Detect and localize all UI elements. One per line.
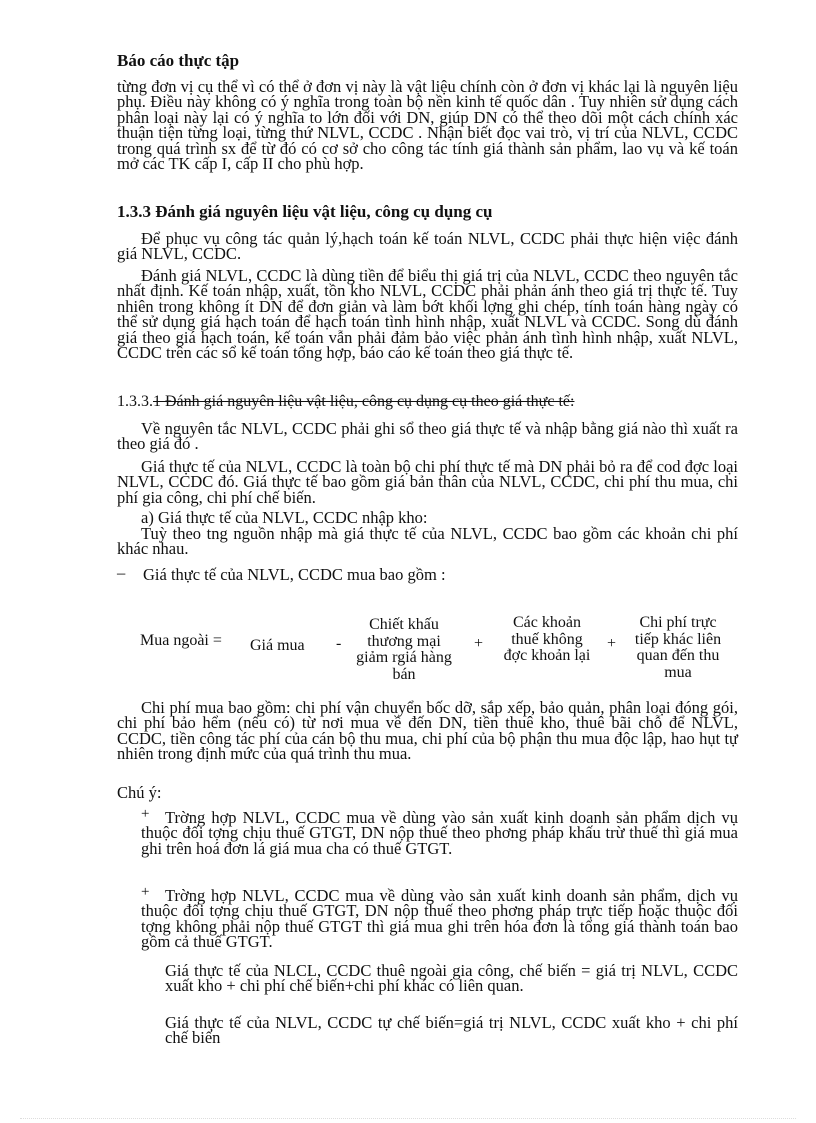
formula-term-direct-costs: Chi phí trực tiếp khác liên quan đến thu mua xyxy=(634,614,722,681)
dash-marker: – xyxy=(117,563,126,582)
note-item-2-text: Trờng hợp NLVL, CCDC mua về dùng vào sản xuất kinh doanh sản phẩm, dịch vụ thuộc đối tợng chịu thuế GTGT, DN nộp thuế theo phơng pháp trực tiếp hoặc thuộc đối tợng không phải nộp thuế GTGT thì giá mua ghi trên hóa đơn là tổng giá thành toán bao gồm cả thuế GTGT. xyxy=(141,886,738,952)
subsection-heading xyxy=(117,394,574,409)
page-bottom-border xyxy=(20,1118,796,1119)
section-heading: 1.3.3 Đánh giá nguyên liệu vật liệu, công cụ dụng cụ xyxy=(117,202,493,221)
note-item-2 xyxy=(141,884,738,952)
formula-operator-plus-1: + xyxy=(474,635,484,652)
processing-price-item: Giá thực tế của NLCL, CCDC thuê ngoài gia công, chế biến = giá trị NLVL, CCDC xuất kho + chi phí chế biến+chi phí khác có liên quan. xyxy=(165,961,738,996)
plus-marker: + xyxy=(141,884,150,900)
item-a: a) Giá thực tế của NLVL, CCDC nhập kho: xyxy=(141,508,428,527)
subsection-paragraph-2: Giá thực tế của NLVL, CCDC là toàn bộ chi phí thực tế mà DN phải bỏ ra để cod đợc loại NLVL, CCDC đó. Giá thực tế bao gồm giá bản thân của NLVL, CCDC, chi phí thu mua, chi phí gia công, chi phí chế biến. xyxy=(117,457,738,507)
purchase-cost-paragraph: Chi phí mua bao gồm: chi phí vận chuyển bốc dỡ, sắp xếp, bảo quản, phân loại đóng gói, chi phí bảo hểm (nếu có) từ nơi mua về đến DN, tiền thuê kho, thuê bãi chỗ để NLVL, CCDC, tiền công tác phí của cán bộ thu mua, chi phí của bộ phận thu mua độc lập, hao hụt tự nhiên trong định mức của quá trình thu mua. xyxy=(117,698,738,764)
subsection-paragraph-1: Về nguyên tắc NLVL, CCDC phải ghi sổ theo giá thực tế và nhập bằng giá nào thì xuất ra theo giá đó . xyxy=(117,419,738,454)
page-header: Báo cáo thực tập xyxy=(117,51,240,70)
dash-text: Giá thực tế của NLVL, CCDC mua bao gồm : xyxy=(143,565,446,584)
note-item-1 xyxy=(141,806,738,858)
intro-paragraph: từng đơn vị cụ thể vì có thể ở đơn vị này là vật liệu chính còn ở đơn vị khác lại là nguyên liệu phụ. Điều này không có ý nghĩa trong toàn bộ nền kinh tế quốc dân . Tuy nhiên sử dụng cách phân loại này lại có ý nghĩa to lớn đối với DN, giúp DN có thể theo dõi một cách chính xác thuận tiện từng loại, từng thứ NLVL, CCDC . Nhận biết đọc vai trò, vị trí của NLVL, CCDC trong quá trình sx để từ đó có cơ sở cho công tác tính giá thành sản phẩm, lao vụ và kế toán mở các TK cấp I, cấp II cho phù hợp. xyxy=(117,77,738,174)
formula-term-discount: Chiết khấu thương mại giảm rgiá hàng bán xyxy=(356,616,452,683)
section-paragraph-2: Đánh giá NLVL, CCDC là dùng tiền để biểu thị giá trị của NLVL, CCDC theo nguyên tắc nhất định. Kế toán nhập, xuất, tồn kho NLVL, CCDC phải phản ánh theo giá trị thực tế. Tuy nhiên trong không ít DN để đơn giản và làm bớt khối lợng ghi chép, tính toán hàng ngày có thể sử dụng giá hạch toán để hạch toán tình hình nhập, xuất NLVL và CCDC. Song dù đánh giá theo giá hạch toán, kế toán vẫn phải đảm bảo việc phản ánh tình hình nhập, xuất NLVL, CCDC trên các sổ kế toán tổng hợp, báo cáo kế toán theo giá thực tế. xyxy=(117,266,738,363)
subsection-number: 1.3.3. xyxy=(117,393,153,410)
formula-operator-plus-2: + xyxy=(607,635,617,652)
formula-lhs: Mua ngoài = xyxy=(140,632,222,649)
subsection-paragraph-3: Tuỳ theo tng nguồn nhập mà giá thực tế của NLVL, CCDC bao gồm các khoản chi phí khác nhau. xyxy=(117,524,738,559)
self-processing-price-item: Giá thực tế của NLVL, CCDC tự chế biến=giá trị NLVL, CCDC xuất kho + chi phí chế biến xyxy=(165,1013,738,1048)
formula-term-purchase-price: Giá mua xyxy=(250,637,305,654)
subsection-title: 1 Đánh giá nguyên liệu vật liệu, công cụ dụng cụ theo giá thực tế: xyxy=(153,393,575,410)
formula-operator-minus: - xyxy=(336,635,342,652)
formula-term-taxes: Các khoản thuế không đợc khoản lại xyxy=(503,614,591,664)
plus-marker: + xyxy=(141,806,150,822)
note-item-1-text: Trờng hợp NLVL, CCDC mua về dùng vào sản xuất kinh doanh sản phẩm dịch vụ thuộc đối tợng chịu thuế GTGT, DN nộp thuế theo phơng pháp khấu trừ thuế thì giá mua ghi trên hoá đơn lá giá mua cha có thuế GTGT. xyxy=(141,808,738,858)
section-paragraph-1: Để phục vụ công tác quản lý,hạch toán kế toán NLVL, CCDC phải thực hiện việc đánh giá NLVL, CCDC. xyxy=(117,229,738,264)
note-label: Chú ý: xyxy=(117,783,162,802)
